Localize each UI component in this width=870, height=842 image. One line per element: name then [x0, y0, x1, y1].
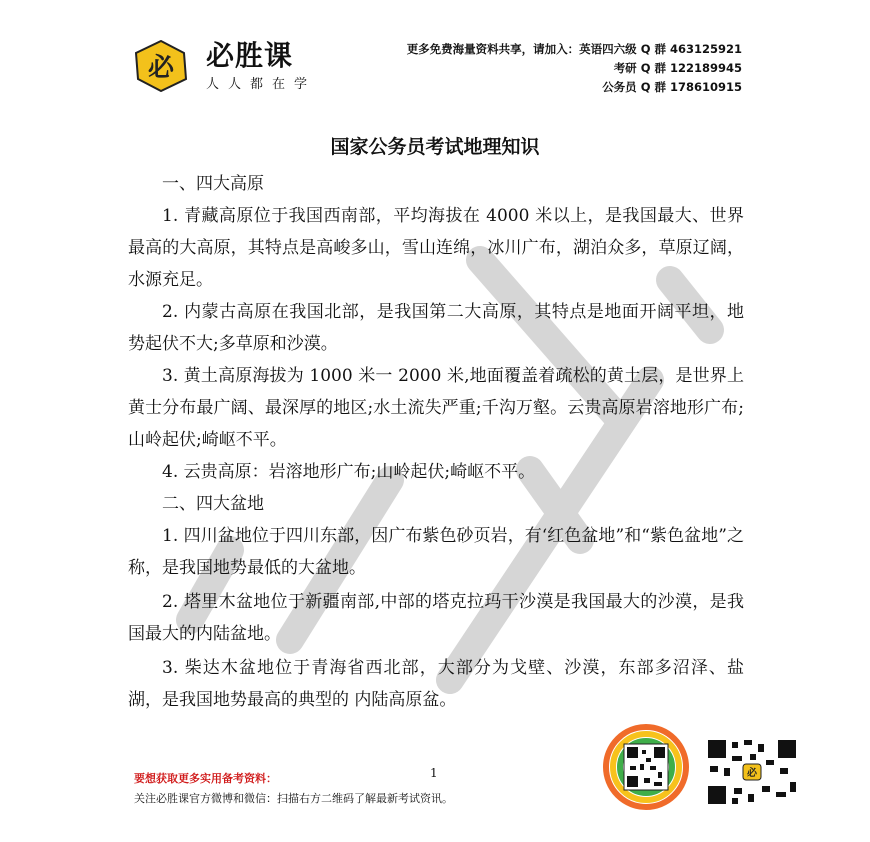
paragraph: 3. 黄土高原海拔为 1000 米一 2000 米,地面覆盖着疏松的黄土层，是世界上黄士分布最广阔、最深厚的地区;水土流失严重;千沟万壑。云贵高原岩溶地形广布;山岭起伏;崎岖不平。: [128, 366, 744, 450]
document-title: 国家公务员考试地理知识: [330, 136, 540, 158]
brand: [206, 40, 316, 92]
weibo-qr-code-icon: [594, 722, 698, 812]
contact-line: 更多免费海量资料共享，请加入：英语四六级 Q 群 463125921: [406, 42, 742, 56]
contact-info: [407, 40, 742, 97]
wechat-qr-code-icon: [706, 738, 798, 806]
qr-logo-char: 必: [747, 768, 757, 779]
paragraph: 4. 云贵高原：岩溶地形广布;山岭起伏;崎岖不平。: [162, 462, 536, 482]
paragraph: 1. 四川盆地位于四川东部，因广布紫色砂页岩，有‘红色盆地”和“紫色盆地”之称，是我国地势最低的大盆地。: [128, 526, 744, 578]
logo-char: 必: [147, 53, 175, 83]
paragraph: 2. 塔里木盆地位于新疆南部,中部的塔克拉玛干沙漠是我国最大的沙漠，是我国最大的内陆盆地。: [128, 592, 744, 644]
document-body: [128, 168, 744, 716]
brand-slogan: 人人都在学: [206, 77, 317, 92]
page-number: 1: [430, 766, 438, 780]
brand-logo: [134, 40, 188, 92]
footer-follow-note: 关注必胜课官方微博和微信：扫描右方二维码了解最新考试资讯。: [134, 792, 453, 805]
contact-line: 公务员 Q 群 178610915: [602, 80, 742, 94]
paragraph: 1. 青藏高原位于我国西南部，平均海拔在 4000 米以上，是我国最大、世界最高的大高原，其特点是高峻多山，雪山连绵，冰川广布，湖泊众多，草原辽阔，水源充足。: [128, 206, 744, 290]
paragraph: 2. 内蒙古高原在我国北部，是我国第二大高原，其特点是地面开阔平坦，地势起伏不大;多草原和沙漠。: [128, 302, 744, 354]
footer-red-note: 要想获取更多实用备考资料：: [134, 772, 277, 785]
section-heading: 二、四大盆地: [162, 494, 264, 514]
contact-line: 考研 Q 群 122189945: [613, 61, 742, 75]
brand-name: 必胜课: [206, 39, 294, 72]
paragraph: 3. 柴达木盆地位于青海省西北部，大部分为戈壁、沙漠，东部多沼泽、盐湖，是我国地势最高的典型的 内陆高原盆。: [128, 658, 744, 710]
section-heading: 一、四大高原: [162, 174, 264, 194]
